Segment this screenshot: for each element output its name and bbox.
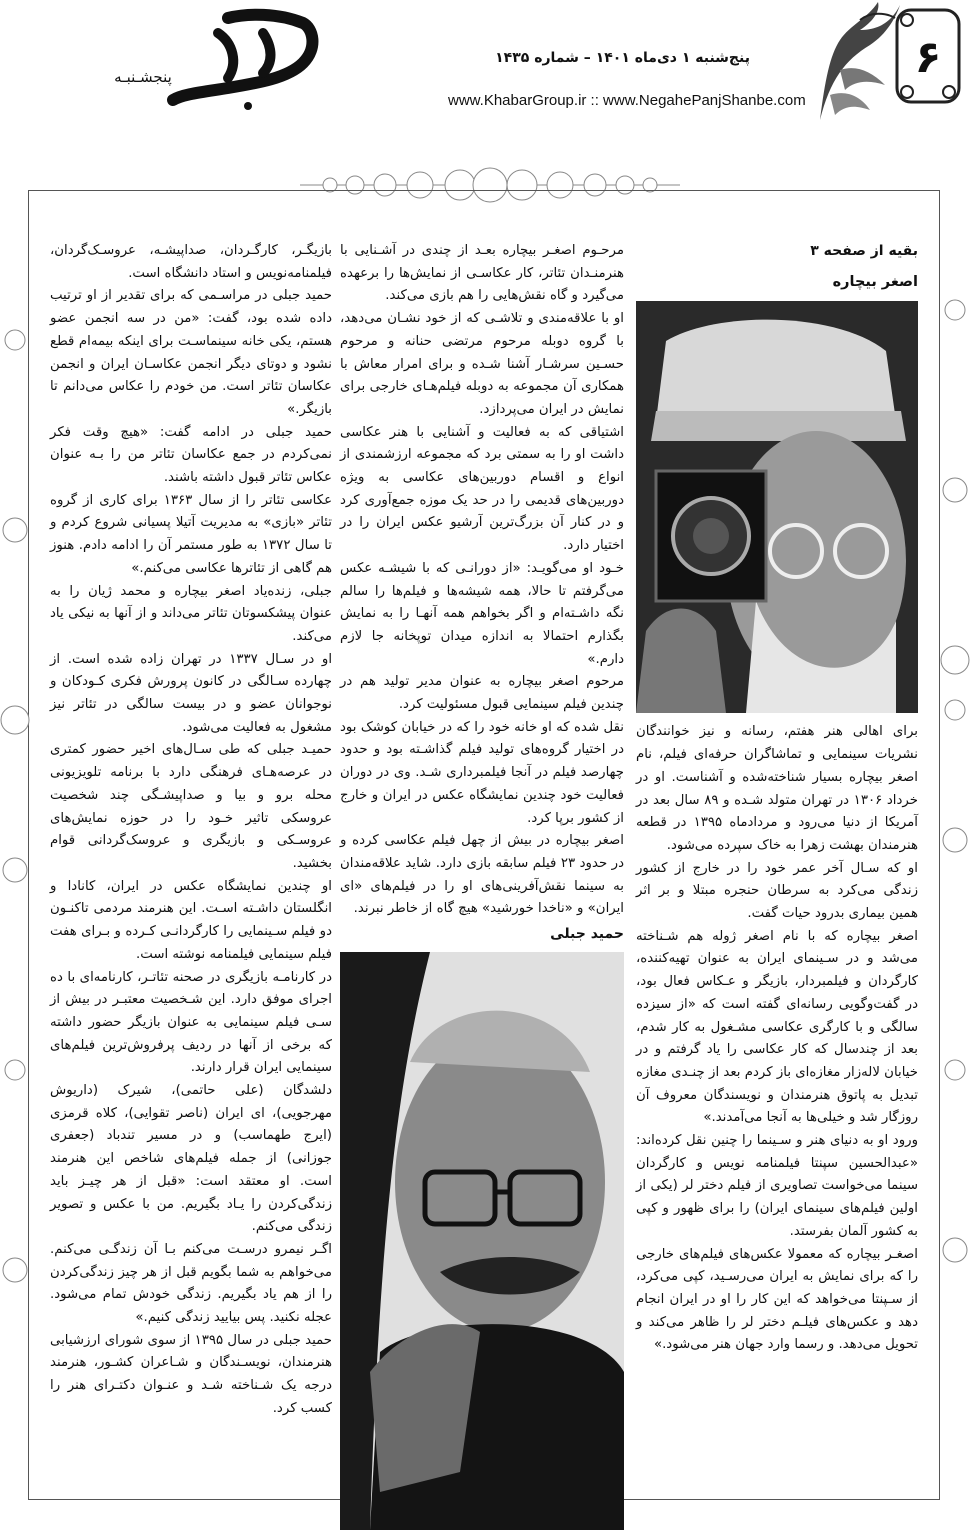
paragraph: ورود او به دنیای هنر و سـینما را چنین نقل کرده‌اند: «عبدالحسین سپنتا فیلمنامه نویس و کارگردان سینما می‌خواست تصاویری از فیلم دختر لر (یکی از اولین فیلم‌های سینمای ایران) را برای ظهور و کپی به کشور آلمان بفرستد.: [636, 1133, 918, 1239]
article-column-left: [50, 240, 332, 1421]
paragraph: اصغر بیچاره که با نام اصغر ژوله هم شـناخته می‌شد و در سـینمای ایران به عنوان تهیه‌کننده، کارگردان و فیلمبردار، بازیگر و عـکاس فعال بود، در گفت‌وگویی رسانه‌ای گفته است که «از سیزده سالگی و با کارگری عکاسی مشـغول به کار شدم، بعد از چندسال که کار عکاسی را یاد گرفتم و در خیابان لاله‌زار مغازه‌ای باز کردم بعد از چنـدی مغازه تبدیل به پاتوق هنرمندان و نویسندگان معروف آن روزگار شد و خیلی‌ها به آنجا می‌آمدند.»: [636, 928, 918, 1126]
section-title: اصغر بیچاره: [832, 273, 918, 290]
article-column-middle: [340, 240, 624, 1530]
paragraph: برای اهالی هنر هفتم، رسانه و نیز خوانندگان نشریات سینمایی و تماشاگران حرفه‌ای فیلم، نام اصغر بیچاره بسیار شناخته‌شده و آشناست. او در خرداد ۱۳۰۶ در تهران متولد شـده و ۸۹ سال بعد در آمریکا از دنیا می‌رود و مردادماه ۱۳۹۵ در قطعه هنرمندان بهشت زهرا به خاک سپرده می‌شود.: [636, 724, 918, 853]
paragraph: اصغـر بیچاره که معمولا عکس‌های فیلم‌های خارجی را که برای نمایش به ایران می‌رسـید، کپی می‌کرد، از سـپنتا می‌خواهد که این کار را او در ایران انجام دهد و عکس‌های فیلـم دختر لر را ظاهر می‌کند و تحویل می‌دهد. و رسما وارد جهان هنر می‌شود.»: [636, 1246, 918, 1353]
paragraph: دلشدگان (علی حاتمی)، شیرک (داریوش مهرجویی)، ای ایران (ناصر تقوایی)، کلاه قرمزی (ایرج طهماسب) و در مسیر تندباد (جعفری جوزانی) از جمله فیلم‌های شاخص این هنرمند است. او معتقد است: «قبل از هر چیـز باید زندگی‌کردن را یـاد بگیریم. من با عکس و تصویر زندگی می‌کنم.: [50, 1083, 332, 1235]
paragraph: او در سـال ۱۳۳۷ در تهران زاده شده است. از چهارده سـالگی در کانون پرورش فکری کـودکان و نوجوانان عضو و در بیست سالگی در تئاتر نیز مشغول به فعالیت می‌شود.: [50, 651, 333, 735]
paragraph: در کارنامـه بازیگری در صحنه تئاتـر، کارنامه‌ای با ده اجرای موفق دارد. این شـخصیت معتبـر در بیش از سـی فیلم سینمایی به عنوان بازیگر حضور داشته که برخی از آنها در ردیف پرفروش‌ترین فیلم‌های سینمایی ایران قرار دارند.: [50, 969, 332, 1076]
paragraph: اگـر نیمرو درسـت می‌کنم بـا آن زندگـی می‌کنم. می‌خواهم به شما بگویم قبل از هر چیز زندگی‌کردن را از هم یاد بگیریم. زندگی خودش تمام می‌شود. عجله نکنید. پس بیایید زندگی کنیم.»: [50, 1241, 332, 1326]
paragraph: حمیـد جبلی که طی سـال‌های اخیر حضور کمتری در عرصه‌هـای فرهنگی دارد با برنامه تلویزیونی محله برو و بیا و صداپیشـگی چند شخصیت عروسکی تاثیر خـود را در حوزه نمایش‌های عروسـکی و بازیگری و عروسک‌گردانی قوام بخشید.: [50, 742, 332, 871]
paragraph: مرحوم اصغر بیچاره به عنوان مدیر تولید هم در چندین فیلم سینمایی قبول مسئولیت کرد.: [340, 674, 624, 713]
paragraph: مرحـوم اصغـر بیچاره بعـد از چندی در آشـنایی با هنرمنـدان تئاتر، کار عکاسـی از نمایش‌ها را برعهده می‌گیرد و گاه نقش‌هایی را هم بازی می‌کند.: [340, 243, 624, 304]
portrait-photo-camera-icon: [636, 301, 918, 713]
paragraph: جبلی، زنده‌یاد اصغر بیچاره و محمد ژیان را به عنوان پیشکسوتان تئاتر می‌داند و از آنها به نیکی یاد می‌کند.: [50, 583, 332, 644]
logo-wordmark: نگاه: [219, 32, 297, 78]
paragraph: حمید جبلی در ادامه گفت: «هیچ وقت فکر نمی‌کردم در جمع عکاسان تئاتر من را بـه عنوان عکاس تئاتر قبول داشته باشند.: [50, 424, 332, 486]
paragraph: او با علاقه‌مندی و تلاشـی که از خود نشـان می‌دهد، با گروه دوبله مرحوم مرتضی حنانه و مرحوم حسـین سرشـار آشنا شـده و برای امرار معاش با همکاری آن مجموعه به دوبله فیلم‌هـای خارجی برای نمایش در ایران می‌پردازد.: [340, 311, 624, 417]
paragraph: او چندین نمایشگاه عکس در ایران، کانادا و انگلستان داشـته اسـت. این هنرمند مردمی تاکنـون دو فیلم سـینمایی را کارگردانـی کـرده و بـرای هفت فیلم سینمایی فیلمنامه نوشته است.: [50, 878, 332, 962]
paragraph: خـود او می‌گویـد: «از دورانـی که با شیشـه عکس می‌گرفتم تا حالا، همه شیشه‌ها و فیلم‌ها را سالم نگه داشـته‌ام و اگر بخواهم همه آنهـا را به نمایش بگذارم احتمالا به اندازه میدان توپخانه جا لازم دارم.»: [340, 560, 624, 667]
paragraph: اصغر بیچاره در بیش از چهل فیلم عکاسی کرده و در حدود ۲۳ فیلم سابقه بازی دارد. شاید علاقه‌مندان به سینما نقش‌آفرینی‌های او را در فیلم‌های «ای ایران» و «ناخدا خورشید» هیچ گاه از خاطر نبرند.: [340, 833, 624, 917]
logo-subtitle: پنجشـنبـه: [114, 68, 172, 86]
article-column-right: [636, 240, 918, 1357]
paragraph: نقل شده که او خانه خود را که در خیابان کوشک بود در اختیار گروه‌های تولید فیلم گذاشـته بود و حدود چهارصد فیلم در آنجا فیلمبرداری شـد. وی در دوران فعالیت خود چندین نمایشگاه عکس در ایران و خارج از کشور برپا کرد.: [340, 719, 624, 826]
website-urls[interactable]: www.KhabarGroup.ir :: www.NegahePanjShanbe.com: [448, 92, 806, 109]
paragraph: حمید جبلی در مراسـمی که برای تقدیر از او ترتیب داده شده بود، گفت: «من در سه انجمن عضو هستم، یکی خانه سینماسـت برای اینکه بیمه‌ام قطع نشود و دوتای دیگر انجمن عکاسـان ایران و انجمن عکاسان تئاتر است. من خودم را عکاس می‌دانم تا بازیگر.»: [50, 288, 332, 417]
masthead: [0, 0, 970, 130]
issue-date-line: پنج‌شنبه ۱ دی‌ماه ۱۴۰۱ – شماره ۱۴۳۵: [495, 50, 750, 66]
paragraph: حمید جبلی در سال ۱۳۹۵ از سوی شورای ارزشیابی هنرمندان، نویسـندگان و شـاعران کشـور، هنرمند درجه یک شـناخته شـد و عنـوان دکتـرای هنر را کسب کرد.: [50, 1332, 332, 1416]
decorative-circles-right: [940, 190, 970, 1490]
decorative-circles-left: [0, 190, 30, 1490]
second-section-title: حمید جبلی: [550, 926, 624, 943]
paragraph: اشتیاقی که به فعالیت و آشنایی با هنر عکاسی داشت او را به سمتی برد که مجموعه ارزشمندی از انواع و اقسام دوربین‌های عکاسی به ویژه دوربین‌های قدیمی را در حد یک موزه جمع‌آوری کرد و در کنار آن بزرگ‌ترین آرشیو عکس ایران را در اختیار دارد.: [340, 424, 624, 554]
photo-hamid-jebeli: [340, 952, 624, 1530]
portrait-photo-icon: [340, 952, 624, 1530]
newspaper-logo: [78, 8, 323, 118]
paragraph: بازیگـر، کارگـردان، صداپیشـه، عروسـک‌گردان، فیلمنامه‌نویس و استاد دانشگاه است.: [50, 243, 332, 281]
page-number: ۶: [914, 32, 942, 83]
paragraph: عکاسی تئاتر را از سال ۱۳۶۳ برای کاری از گروه تئاتر «بازی» به مدیریت آتیلا پسیانی شروع کردم و تا سال ۱۳۷۲ به طور مستمر آن را ادامه دادم. هنوز هم گاهی از تئاترها عکاسی می‌کنم.»: [50, 492, 333, 576]
photo-asghar-bichareh: [636, 301, 918, 713]
paragraph: او که سـال آخر عمر خود را در خارج از کشور زندگی می‌کرد به سرطان حنجره مبتلا و بر اثر همین بیماری بدرود حیات گفت.: [636, 860, 918, 922]
continued-from-label: بقیه از صفحه ۳: [810, 243, 918, 259]
